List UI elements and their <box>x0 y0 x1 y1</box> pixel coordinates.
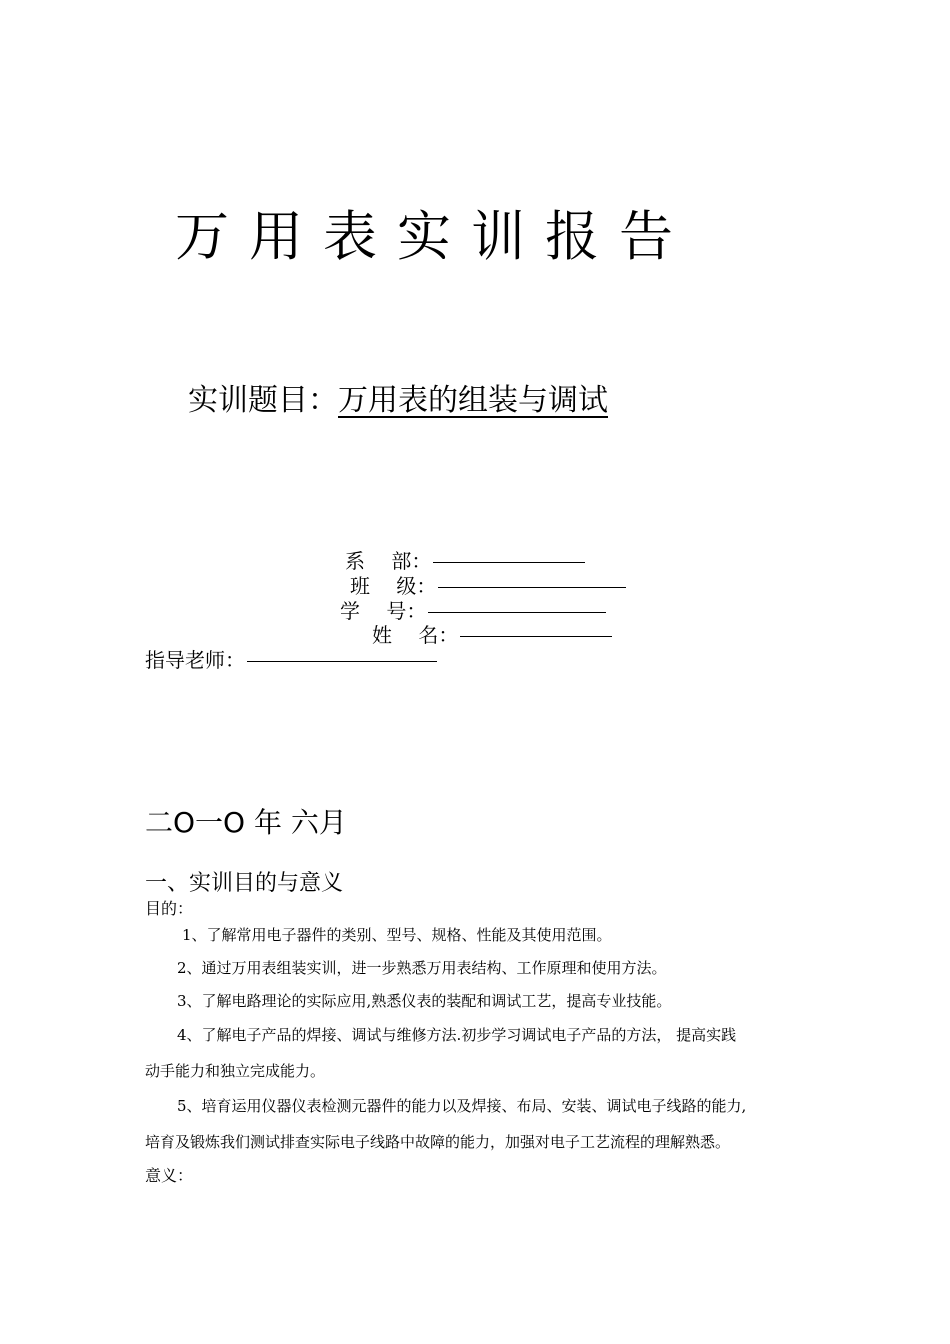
report-date: 二O一O 年 六月 <box>145 806 347 839</box>
purpose-item-2: 2、通过万用表组装实训，进一步熟悉万用表结构、工作原理和使用方法。 <box>177 959 667 977</box>
name-label: 姓 名： <box>372 623 459 647</box>
department-row <box>345 548 585 574</box>
student-id-row <box>340 598 606 624</box>
name-row <box>372 622 612 648</box>
student-id-blank <box>428 612 606 613</box>
advisor-blank <box>247 661 437 662</box>
advisor-label: 指导老师： <box>145 648 245 672</box>
topic-row <box>188 380 608 422</box>
topic-value: 万用表的组装与调试 <box>338 383 608 418</box>
name-blank <box>460 636 612 637</box>
section-heading: 一、实训目的与意义 <box>145 871 344 896</box>
purpose-item-5-cont: 培育及锻炼我们测试排查实际电子线路中故障的能力，加强对电子工艺流程的理解熟悉。 <box>145 1133 731 1151</box>
purpose-item-3: 3、了解电路理论的实际应用,熟悉仪表的装配和调试工艺，提高专业技能。 <box>177 992 672 1010</box>
topic-label: 实训题目： <box>188 383 338 418</box>
department-label: 系 部： <box>345 549 432 573</box>
class-row <box>350 573 626 599</box>
purpose-item-4: 4、了解电子产品的焊接、调试与维修方法.初步学习调试电子产品的方法， 提高实践 <box>177 1026 737 1044</box>
purpose-label: 目的： <box>145 899 194 918</box>
department-blank <box>433 562 585 563</box>
class-blank <box>438 587 626 588</box>
purpose-item-5: 5、培育运用仪器仪表检测元器件的能力以及焊接、布局、安装、调试电子线路的能力, <box>177 1097 747 1115</box>
advisor-row <box>145 647 437 673</box>
meaning-label: 意义： <box>145 1166 194 1185</box>
student-id-label: 学 号： <box>340 599 427 623</box>
class-label: 班 级： <box>350 574 437 598</box>
page-title: 万用表实训报告 <box>175 205 693 268</box>
purpose-item-4-cont: 动手能力和独立完成能力。 <box>145 1062 326 1080</box>
purpose-item-1: 1、了解常用电子器件的类别、型号、规格、性能及其使用范围。 <box>182 926 612 944</box>
